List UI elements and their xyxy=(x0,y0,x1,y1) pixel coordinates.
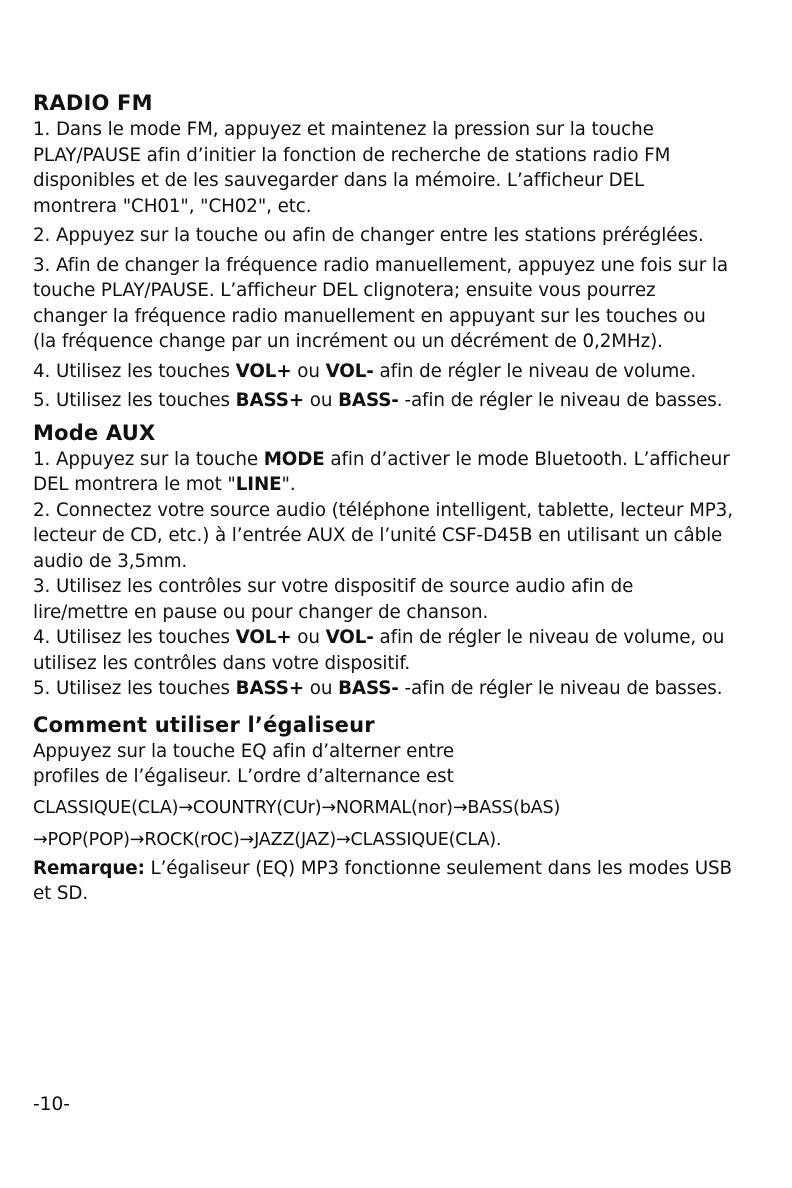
bass-minus-label: BASS- xyxy=(338,390,399,411)
radio-item-3: 3. Afin de changer la fréquence radio manuellement, appuyez une fois sur la touche PLAY/PAUSE. L’afficheur DEL clignotera; ensuite vous pourrez changer la fréquence radio manuellement en appuyant sur les touches ou (la fréquence change par un incrément ou un décrément de 0,2MHz). xyxy=(33,254,728,352)
eq-sequence-1: CLASSIQUE(CLA)→COUNTRY(CUr)→NORMAL(nor)→BASS(bAS) xyxy=(33,797,561,818)
text: afin d’activer le mode Bluetooth. L’afficheur DEL montrera le mot " xyxy=(33,448,730,495)
text: 4. Utilisez les touches xyxy=(33,627,236,648)
mode-label: MODE xyxy=(263,448,325,470)
eq-note xyxy=(33,856,733,907)
aux-item-5 xyxy=(33,676,733,702)
vol-minus-label: VOL- xyxy=(325,360,374,382)
text: afin de régler le niveau de volume, ou utilisez les contrôles dans votre dispositif. xyxy=(33,627,725,674)
aux-item-3: 3. Utilisez les contrôles sur votre dispositif de source audio afin de lire/mettre en pause ou pour changer de chanson. xyxy=(33,576,634,623)
eq-line-1: Appuyez sur la touche EQ afin d’alterner entre xyxy=(33,740,455,762)
text: 1. Appuyez sur la touche xyxy=(33,448,264,470)
section-title-mode-aux: Mode AUX xyxy=(33,420,156,445)
vol-plus-label: VOL+ xyxy=(235,360,292,382)
aux-item-1 xyxy=(33,447,733,498)
text: ou xyxy=(304,678,339,699)
radio-item-1: 1. Dans le mode FM, appuyez et maintenez la pression sur la touche PLAY/PAUSE afin d’initier la fonction de recherche de stations radio FM disponibles et de les sauvegarder dans la mémoire. L’afficheur DEL montrera "CH01", "CH02", etc. xyxy=(33,119,671,217)
page-number: -10- xyxy=(33,1094,70,1115)
text: -afin de régler le niveau de basses. xyxy=(398,390,723,411)
bass-minus-label: BASS- xyxy=(338,678,399,699)
aux-item-2: 2. Connectez votre source audio (téléphone intelligent, tablette, lecteur MP3, lecteur de CD, etc.) à l’entrée AUX de l’unité CSF-D45B en utilisant un câble audio de 3,5mm. xyxy=(33,499,733,572)
text: ". xyxy=(281,474,296,495)
bass-plus-label: BASS+ xyxy=(235,390,305,411)
text: ou xyxy=(291,627,326,648)
page-content xyxy=(33,90,733,907)
radio-item-5 xyxy=(33,388,733,414)
text: ou xyxy=(291,360,326,382)
text: -afin de régler le niveau de basses. xyxy=(398,678,723,699)
bass-plus-label: BASS+ xyxy=(235,678,305,699)
text: 5. Utilisez les touches xyxy=(33,678,236,699)
text: ou xyxy=(304,390,339,411)
vol-minus-label: VOL- xyxy=(325,627,374,648)
eq-line-2: profiles de l’égaliseur. L’ordre d’alternance est xyxy=(33,766,454,787)
section-title-radio-fm: RADIO FM xyxy=(33,91,153,115)
line-label: LINE xyxy=(235,474,282,495)
radio-item-4 xyxy=(33,359,733,385)
note-label: Remarque: xyxy=(33,857,145,879)
eq-sequence-2: →POP(POP)→ROCK(rOC)→JAZZ(JAZ)→CLASSIQUE(CLA). xyxy=(33,829,502,850)
text: 4. Utilisez les touches xyxy=(33,360,236,382)
note-text: L’égaliseur (EQ) MP3 fonctionne seulement dans les modes USB et SD. xyxy=(33,857,732,904)
aux-item-4 xyxy=(33,625,733,676)
text: afin de régler le niveau de volume. xyxy=(373,360,697,382)
radio-item-2: 2. Appuyez sur la touche ou afin de changer entre les stations préréglées. xyxy=(33,225,704,246)
text: 5. Utilisez les touches xyxy=(33,390,236,411)
section-title-equalizer: Comment utiliser l’égaliseur xyxy=(33,712,375,737)
vol-plus-label: VOL+ xyxy=(235,627,292,648)
